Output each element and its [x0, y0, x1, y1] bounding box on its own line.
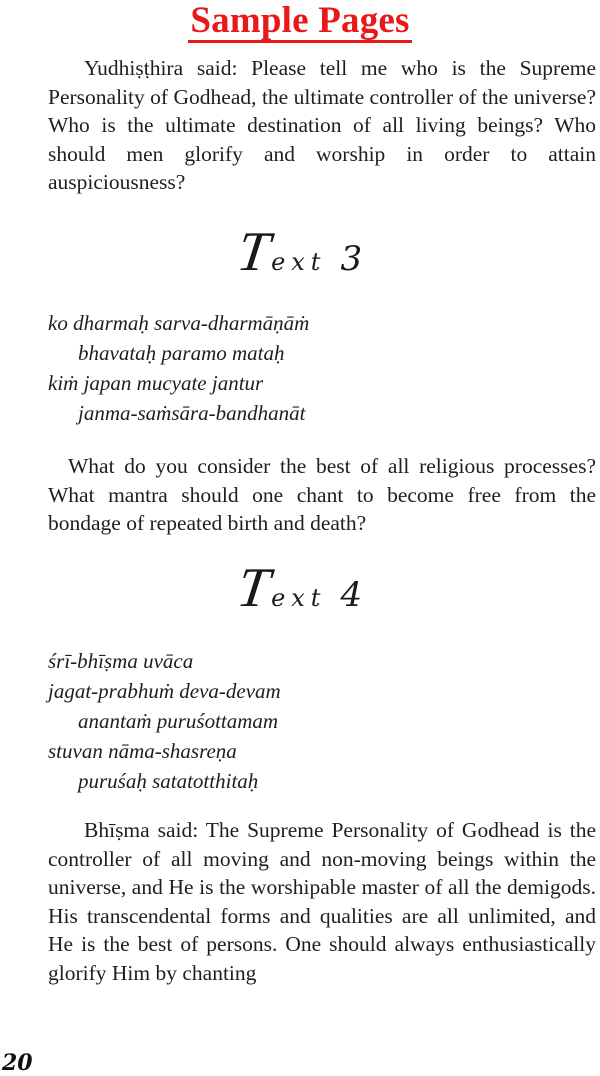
verse-line: janma-saṁsāra-bandhanāt — [78, 401, 306, 425]
verse-line: stuvan nāma-shasreṇa — [48, 739, 237, 763]
verse-line: ko dharmaḥ sarva-dharmāṇāṁ — [48, 311, 310, 335]
heading-rest: ext — [271, 584, 327, 612]
paragraph-yudhisthira-question — [48, 54, 596, 197]
paragraph-text: What do you consider the best of all religious processes? What mantra should one chant to become free from the bondage of repeated birth and death? — [48, 454, 596, 535]
banner-title: Sample Pages — [190, 0, 410, 41]
verse-line: śrī-bhīṣma uvāca — [48, 649, 194, 673]
heading-cap: T — [233, 557, 274, 619]
paragraph-bhisma-answer — [48, 816, 596, 987]
verse-line: jagat-prabhuṁ deva-devam — [48, 679, 281, 703]
verse-line: puruśaḥ satatotthitaḥ — [78, 769, 259, 793]
paragraph-best-religious-process — [48, 452, 596, 538]
heading-cap: T — [233, 221, 274, 283]
sample-pages-banner — [0, 0, 600, 44]
heading-number: 3 — [340, 239, 363, 279]
verse-line: anantaṁ puruśottamam — [78, 709, 279, 733]
verse-line: kiṁ japan mucyate jantur — [48, 371, 264, 395]
heading-rest: ext — [271, 248, 327, 276]
verse-text-4 — [48, 646, 281, 796]
heading-text-4 — [0, 558, 600, 618]
verse-line: bhavataḥ paramo mataḥ — [78, 341, 285, 365]
heading-text-3 — [0, 222, 600, 282]
paragraph-text: Bhīṣma said: The Supreme Personality of Godhead is the controller of all moving and non-moving beings within the universe, and He is the worshipable master of all the demigods. His transcendental forms and qualities are all unlimited, and He is the best of persons. One should always enthusiastically glorify Him by chanting — [48, 818, 596, 985]
verse-text-3 — [48, 308, 309, 428]
heading-number: 4 — [340, 575, 363, 615]
paragraph-text: Yudhiṣṭhira said: Please tell me who is the Supreme Personality of Godhead, the ultimate controller of the universe? Who is the ultimate destination of all living beings? Who should men glorify and worship in order to attain auspiciousness? — [48, 56, 596, 194]
page-number: 20 — [2, 1050, 33, 1076]
